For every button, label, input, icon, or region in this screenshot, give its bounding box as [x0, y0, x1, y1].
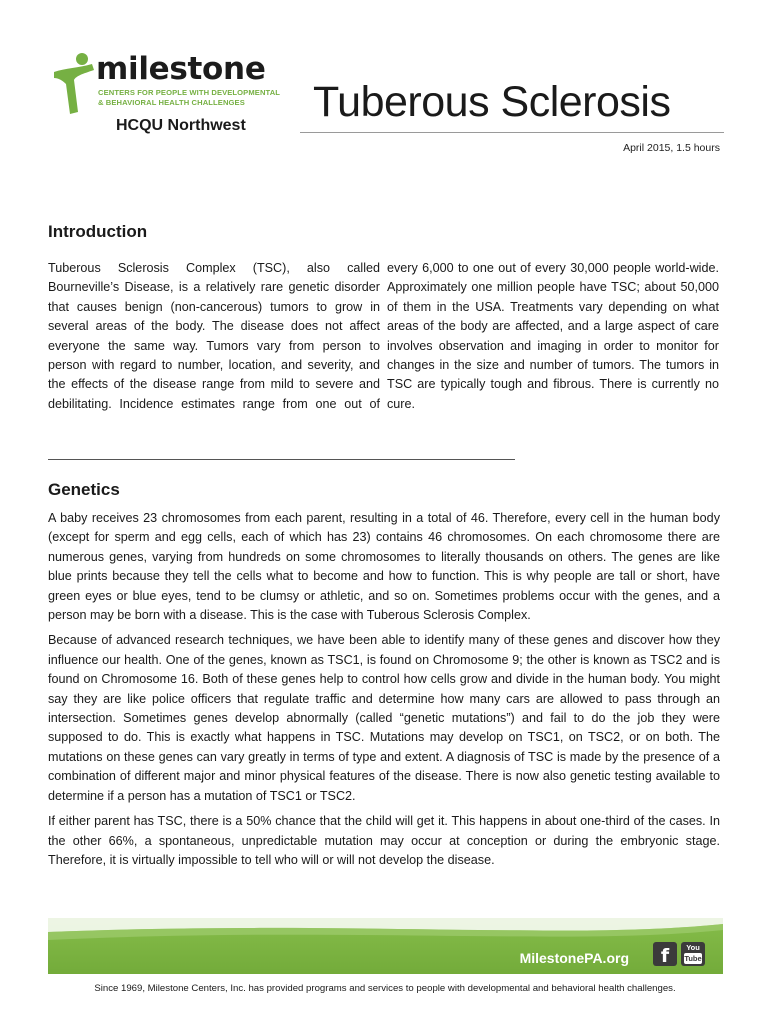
title-divider: [300, 132, 724, 133]
brand-subtitle-line-1: CENTERS FOR PEOPLE WITH DEVELOPMENTAL: [98, 88, 281, 97]
milestone-figure-icon: [52, 50, 96, 116]
introduction-heading: Introduction: [48, 222, 148, 241]
website-link[interactable]: MilestonePA.org: [519, 950, 629, 966]
brand-name: milestone: [96, 51, 266, 87]
genetics-heading: Genetics: [48, 480, 120, 499]
youtube-label-top: You: [686, 943, 700, 952]
facebook-icon[interactable]: [653, 942, 677, 966]
introduction-body: [48, 259, 719, 434]
youtube-label-bottom: Tube: [684, 954, 702, 963]
document-date: April 2015, 1.5 hours: [623, 142, 720, 154]
section-divider: [48, 459, 515, 460]
genetics-paragraph-3: If either parent has TSC, there is a 50% chance that the child will get it. This happens in about one-third of the cases. In the other 66%, a spontaneous, unpredictable mutation may occur at conception or during the embryonic stage. Therefore, it is virtually impossible to tell who will or will not develop the disease.: [48, 814, 720, 867]
facebook-glyph: f: [660, 945, 670, 966]
page-title: Tuberous Sclerosis: [313, 78, 671, 126]
genetics-paragraph-1: A baby receives 23 chromosomes from each parent, resulting in a total of 46. Therefore, every cell in the human body (except for sperm and egg cells, each of which has 23) contains 46 chromosomes. On each chromosome there are numerous genes, varying from hundreds on some chromosomes to literally thousands on others. The genes are like blue prints because they tell the cells what to become and how to function. This is why people are tall or short, have green eyes or blue eyes, tend to be clumsy or athletic, and so on. Sometimes problems occur with the genes, and a person may be born with a disease. This is the case with Tuberous Sclerosis Complex.: [48, 511, 720, 623]
youtube-icon[interactable]: [681, 942, 705, 966]
genetics-paragraph-2: Because of advanced research techniques, we have been able to identify many of these genes and discover how they influence our health. One of the genes, known as TSC1, is found on Chromosome 9; the other is known as TSC2 and is found on Chromosome 16. Both of these genes help to control how cells grow and divide in the human body. You might say they are like police officers that regulate traffic and determine how many cars are allowed to pass through an intersection. Sometimes genes develop abnormally (called “genetic mutations”) and fail to do the job they were supposed to do. This is exactly what happens in TSC. Mutations may develop on TSC1, on TSC2, or on both. The mutations on these genes can vary greatly in terms of type and extent. A diagnosis of TSC is made by the presence of a combination of different major and minor physical features of the disease. There is now also genetic testing available to determine if a person has a mutation of TSC1 or TSC2.: [48, 633, 720, 803]
brand-subtitle: [98, 88, 280, 108]
brand-subtitle-line-2: & BEHAVIORAL HEALTH CHALLENGES: [98, 98, 245, 107]
milestone-logo: [52, 50, 292, 120]
unit-name: HCQU Northwest: [116, 117, 246, 134]
footer-tagline: Since 1969, Milestone Centers, Inc. has provided programs and services to people with developmental and behavioral health challenges.: [94, 983, 676, 994]
introduction-text: Tuberous Sclerosis Complex (TSC), also called Bourneville’s Disease, is a relatively rare genetic disorder that causes benign (non-cancerous) tumors to grow in several areas of the body. The disease does not affect everyone the same way. Tumors vary from person to person with regard to number, location, and severity, and the effects of the disease range from mild to severe and debilitating. Incidence estimates range from one out of every 6,000 to one out of every 30,000 people world-wide. Approximately one million people have TSC; about 50,000 of them in the USA. Treatments vary depending on what areas of the body are affected, and a large aspect of care involves observation and imaging in order to monitor for changes in the size and number of tumors. The tumors in TSC are typically tough and fibrous. There is currently no cure.: [48, 261, 719, 411]
footer-band: [48, 918, 723, 974]
genetics-body: [48, 509, 720, 876]
